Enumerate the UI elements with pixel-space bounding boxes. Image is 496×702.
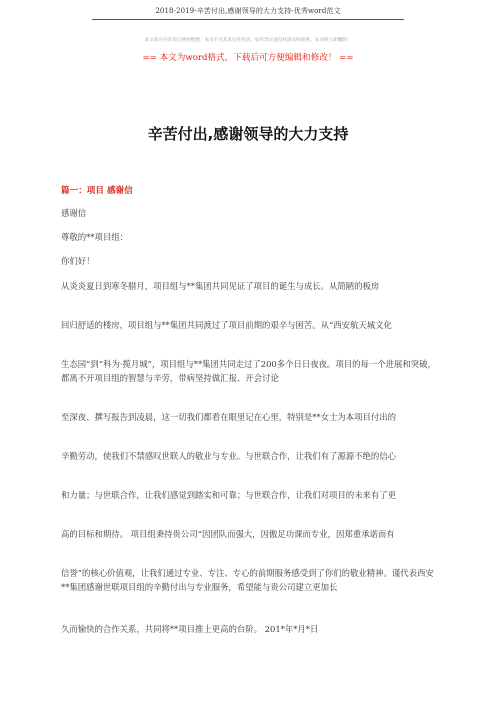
body-paragraph: 生态园”到“科为·揽月城”，项目组与**集团共同走过了200多个日日夜夜。项目的每一个进展和突破，都离不开项目组的智慧与辛劳，带病坚持做汇报、开会讨论: [61, 359, 436, 383]
word-format-notice: == 本文为word格式，下载后可方便编辑和修改！ ==: [142, 53, 354, 63]
header-divider: [92, 19, 404, 20]
section-heading: 篇一：项目 感谢信: [61, 186, 133, 196]
letter-heading: 感谢信: [61, 208, 87, 218]
body-paragraph: 从炎炎夏日到寒冬腊月，项目组与**集团共同见证了项目的诞生与成长。从简陋的板房: [61, 281, 380, 291]
letter-salutation: 尊敬的**项目组：: [61, 232, 128, 242]
body-paragraph-closing: 久而愉快的合作关系，共同将**项目推上更高的台阶。 201*年*月*日: [61, 624, 319, 634]
body-paragraph: 辛勤劳动，使我们不禁感叹世联人的敬业与专业。与世联合作，让我们有了源源不绝的信心: [61, 451, 396, 461]
body-paragraph: 信誉”的核心价值观，让我们通过专业、专注、专心的前期服务感受到了你们的敬业精神。谨代表西安**集团感谢世联项目组的辛勤付出与专业服务，希望能与贵公司建立更加长: [61, 568, 434, 592]
body-paragraph: 回归舒适的楼房，项目组与**集团共同渡过了项目前期的艰辛与困苦。从“西安航天城文化: [61, 320, 392, 330]
disclaimer-text: 本文部分内容来自网络整理，本司不为其真实性负责，如有异议或侵权请及时联系，本司将立即删除！: [144, 38, 352, 43]
letter-greeting: 你们好！: [61, 256, 95, 266]
page-header-title: 2018-2019-辛苦付出,感谢领导的大力支持-优秀word范文: [155, 7, 341, 15]
body-paragraph: 和力量；与世联合作，让我们感觉到踏实和可靠；与世联合作，让我们对项目的未来有了更: [61, 490, 396, 500]
body-paragraph: 至深夜、撰写报告到凌晨，这一切我们都看在眼里记在心里，特别是**女士为本项目付出的: [61, 412, 396, 422]
document-title: 辛苦付出,感谢领导的大力支持: [147, 125, 349, 143]
body-paragraph: 高的目标和期待。 项目组秉持贵公司“因团队而强大，因傲足功课而专业，因郑重承诺而有: [61, 529, 395, 539]
